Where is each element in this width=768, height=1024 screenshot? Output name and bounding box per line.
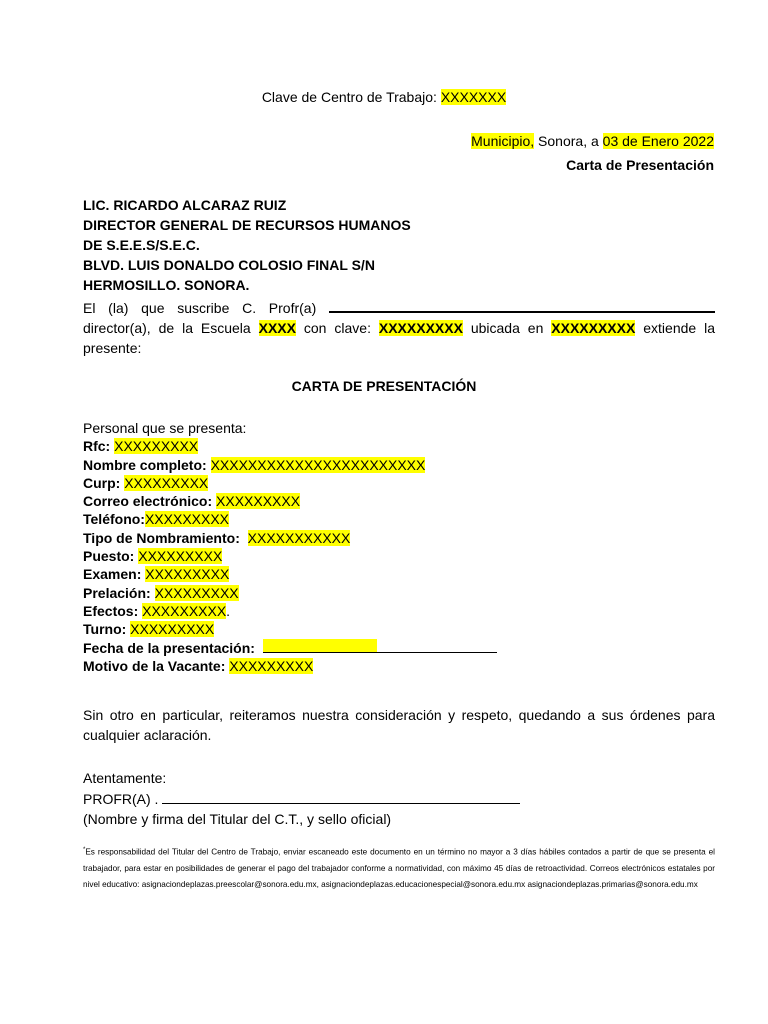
address-line: DE S.E.E.S/S.E.C. [83,237,200,253]
field-value: XXXXXXXXX [145,566,230,583]
field-value: XXXXXXXXXXXXXXXXXXXXXXX [210,456,426,473]
field-label: Prelación: [83,584,151,601]
municipio-placeholder: Municipio, [471,133,535,149]
field-value: XXXXXXXXX [144,511,230,528]
escuela-placeholder: XXXX [258,320,296,336]
signature-block [83,768,520,830]
field-value: XXXXXXXXX [124,474,209,491]
efectos-suffix: . [226,602,231,619]
field-puesto [83,547,497,565]
field-efectos [83,602,497,620]
field-curp [83,474,497,492]
intro-text: El (la) que suscribe C. Profr(a) [83,300,329,316]
closing-paragraph: Sin otro en particular, reiteramos nuestra consideración y respeto, quedando a sus órdenes para cualquier aclaración. [83,707,715,743]
clave-value: XXXXXXX [440,89,507,105]
field-value: XXXXXXXXX [142,602,227,619]
place-text: Sonora, a [534,133,603,149]
field-tipo-nombramiento [83,529,497,547]
field-correo [83,492,497,510]
footnote-mark: * [83,847,86,853]
clave-placeholder: XXXXXXXXX [378,320,463,336]
address-line: BLVD. LUIS DONALDO COLOSIO FINAL S/N [83,257,375,273]
carta-title-right: Carta de Presentación [566,157,714,173]
field-value: XXXXXXXXX [114,438,199,455]
field-label: Tipo de Nombramiento: [83,529,240,546]
field-value: XXXXXXXXXXX [247,529,351,546]
atentamente: Atentamente: [83,770,167,786]
place-date-line [471,133,714,149]
fecha-blank [377,639,497,653]
field-examen [83,565,497,583]
clave-label: Clave de Centro de Trabajo: [261,89,441,105]
address-line: DIRECTOR GENERAL DE RECURSOS HUMANOS [83,217,411,233]
field-label: Correo electrónico: [83,493,213,510]
address-line: HERMOSILLO. SONORA. [83,277,250,293]
clave-centro-trabajo [0,89,768,105]
field-nombre [83,456,497,474]
field-label: Puesto: [83,548,135,565]
footnote [83,842,715,893]
field-label: Rfc: [83,438,111,455]
footnote-text: Es responsabilidad del Titular del Centro de Trabajo, enviar escaneado este documento en un término no mayor a 3 días hábiles contados a partir de que se presenta el trabajador, para estar en posibilidades de generar el pago del trabajador conforme a normatividad, con máximo 45 días de retroactividad. Correos electrónicos estatales por nivel educativo: asignaciondeplazas.preescolar@sonora.edu.mx, asignaciondeplazas.educacionespecial@sonora.edu.mx asignaciondeplazas.primarias@sonora.edu.mx [83,847,715,889]
profr-line [83,789,520,810]
field-label: Curp: [83,474,121,491]
field-value: XXXXXXXXX [229,657,314,674]
field-value: XXXXXXXXX [154,584,239,601]
intro-text: extiende la presente: [83,320,715,356]
address-line: LIC. RICARDO ALCARAZ RUIZ [83,197,287,213]
ubicacion-placeholder: XXXXXXXXX [551,320,636,336]
field-value: XXXXXXXXX [138,548,223,565]
field-label: Efectos: [83,602,139,619]
intro-text: con clave: [295,320,379,336]
profr-label: PROFR(A) . [83,790,163,807]
fecha-blank-highlight [263,639,377,653]
field-label: Turno: [83,621,127,638]
field-rfc [83,437,497,455]
field-label: Motivo de la Vacante: [83,657,226,674]
signature-line [162,791,520,804]
field-fecha-presentacion [83,639,497,657]
personal-heading: Personal que se presenta: [83,420,247,436]
field-label: Teléfono: [83,511,145,528]
intro-paragraph [83,298,715,358]
section-title: CARTA DE PRESENTACIÓN [291,378,477,394]
field-motivo [83,657,497,675]
field-prelacion [83,584,497,602]
field-label: Fecha de la presentación: [83,639,255,656]
field-telefono [83,510,497,528]
firma-note: (Nombre y firma del Titular del C.T., y sello oficial) [83,811,392,827]
field-label: Examen: [83,566,142,583]
field-value: XXXXXXXXX [130,621,215,638]
date-value: 03 de Enero 2022 [602,133,714,149]
field-value: XXXXXXXXX [216,493,301,510]
profr-name-blank [329,299,715,313]
intro-text: ubicada en [462,320,552,336]
intro-text: director(a), de la Escuela [83,320,259,336]
recipient-address [83,195,411,295]
field-label: Nombre completo: [83,456,207,473]
field-turno [83,620,497,638]
personal-section [83,419,497,675]
